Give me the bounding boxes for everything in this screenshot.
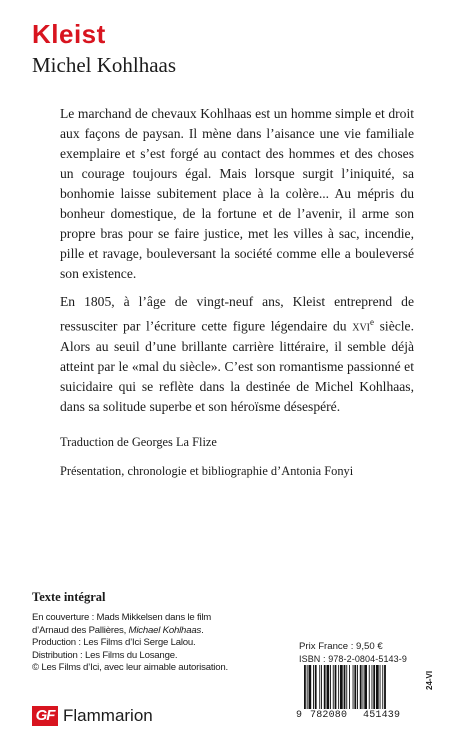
cover-credit-line: © Les Films d’Ici, avec leur aimable autorisation. [32,662,228,674]
barcode-bar [354,665,356,709]
publisher-name: Flammarion [63,706,153,725]
back-cover-blurb [60,104,414,425]
cover-credit-line: Distribution : Les Films du Losange. [32,649,178,661]
barcode-bar [304,665,306,709]
barcode-bar [330,665,331,709]
barcode-bar [373,665,375,709]
translation-credit: Traduction de Georges La Flize [60,435,217,449]
barcode-bar [384,665,386,709]
barcode-right-digits: 451439 [363,710,401,721]
cover-credit-line: En couverture : Mads Mikkelsen dans le film [32,612,212,623]
price-label: Prix France : 9,50 € [299,641,383,652]
barcode-bar [344,665,346,709]
gf-logo-icon: GF [32,706,58,726]
century-numeral: xvi [352,318,371,334]
barcode-bar [363,665,364,709]
isbn-label: ISBN : 978-2-0804-5143-9 [299,654,407,664]
barcode-bar [346,665,347,709]
barcode-area [296,652,418,726]
cover-credits [32,612,272,675]
barcode-bar [353,665,354,709]
barcode-bar [335,665,337,709]
side-code: 24-VI [425,670,434,690]
barcode-bar [380,665,381,709]
texte-integral-label: Texte intégral [32,590,106,604]
barcode-bar [321,665,322,709]
blurb-paragraph-1: Le marchand de chevaux Kohlhaas est un homme simple et droit aux façons de paysan. Il mène dans l’aisance une vie familiale exemplaire et s’est forgé au contact des hommes et des choses un courage toujours égal. Mais lorsque surgit l’iniquité, sa bonhomie laisse subitement place à la colère... Au mépris du bonheur domestique, de la fortune et de l’avenir, il arme son propre bras pour se faire justice, met les villes à sac, incendie, pille et ravage, bouleversant la société comme elle a bouleversé son existence. [60,106,414,281]
barcode-bar [327,665,330,709]
barcode-bar [319,665,320,709]
author-name: Kleist [32,19,106,49]
barcode-bar [307,665,308,709]
barcode-image [302,665,414,711]
barcode-bar [372,665,373,709]
barcode-bar [338,665,339,709]
barcode-bar [333,665,334,709]
barcode-bar [349,665,350,709]
barcode-bar [382,665,383,709]
barcode-bar [360,665,362,709]
barcode-bar [364,665,367,709]
book-title: Michel Kohlhaas [32,53,177,77]
presentation-credit: Présentation, chronologie et bibliographie d’Antonia Fonyi [60,464,354,478]
blurb-paragraph-2: En 1805, à l’âge de vingt-neuf ans, Kleist entreprend de ressusciter par l’écriture cette figure légendaire du xvi$^e$ siècle. Alors au seuil d’une brillante carrière littéraire, il semble déjà atteint par le «mal du siècle». C’est son romantisme passionné et suicidaire qui se reflète dans la destinée de Michel Kohlhaas, dans sa solitude superbe et son héroïsme désespéré. [60,294,414,414]
barcode-bar [357,665,358,709]
barcode-bar [324,665,326,709]
barcode-bar [309,665,312,709]
barcode-left-digits: 782080 [310,710,348,721]
cover-credit-line: d’Arnaud des Pallières, Michael Kohlhaas. [32,624,204,636]
edition-credits [60,434,420,492]
publisher-branding [32,704,153,728]
barcode-bar [313,665,314,709]
barcode-bar [369,665,370,709]
barcode-first-digit: 9 [296,710,303,721]
cover-credit-line: Production : Les Films d’Ici Serge Lalou. [32,637,196,649]
barcode-bar [315,665,317,709]
barcode-bar [376,665,379,709]
barcode-bar [340,665,343,709]
